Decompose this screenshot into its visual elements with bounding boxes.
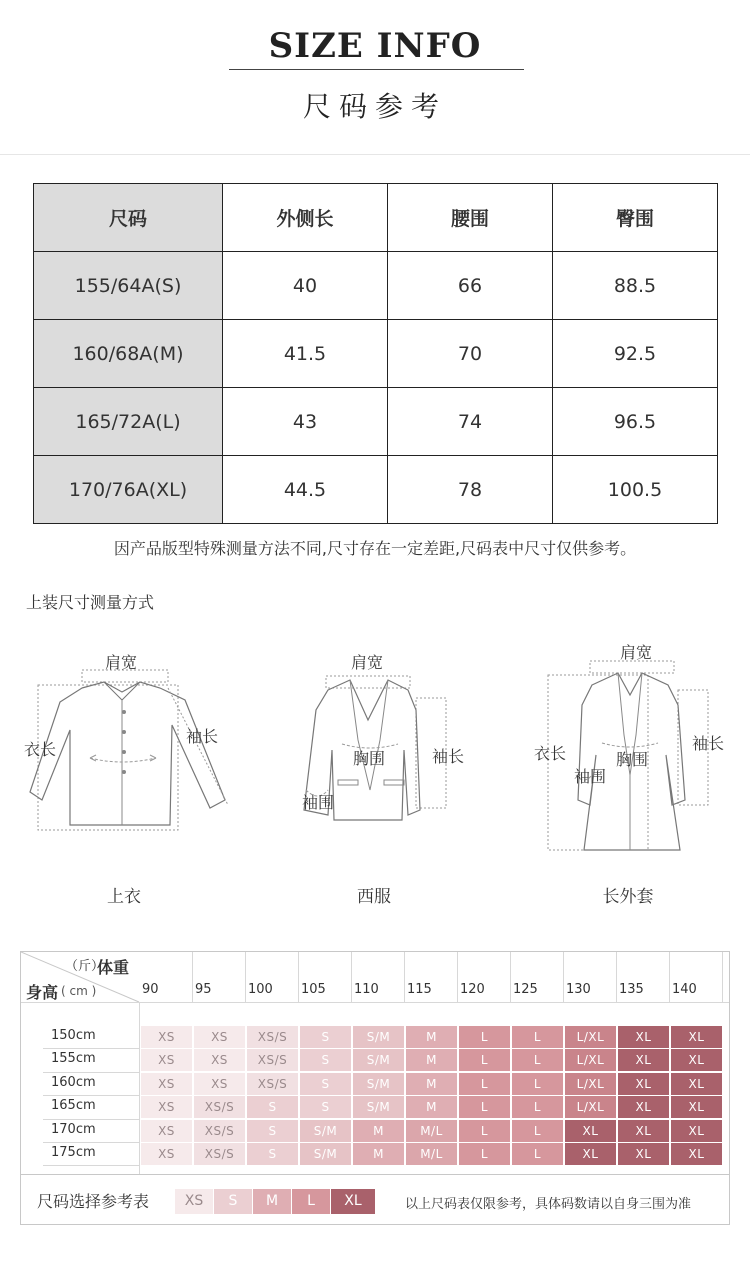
legend-swatch: M <box>253 1189 291 1214</box>
waist-cell: 66 <box>388 252 553 320</box>
weight-column-divider <box>404 952 405 1002</box>
size-cell: XS <box>141 1073 194 1095</box>
height-row-label: 165cm <box>51 1098 96 1114</box>
size-cell: XS <box>141 1096 194 1118</box>
weight-column-divider <box>669 952 670 1002</box>
size-cell: XS/S <box>247 1026 300 1048</box>
waist-cell: 70 <box>388 320 553 388</box>
size-cell: L <box>512 1026 565 1048</box>
size-cell: 155/64A(S) <box>34 252 223 320</box>
legend-note: 以上尺码表仅限参考，具体码数请以自身三围为准 <box>405 1197 692 1212</box>
size-cell: S/M <box>300 1120 353 1142</box>
size-cell: S <box>247 1120 300 1142</box>
waist-cell: 78 <box>388 456 553 524</box>
size-cell: XS/S <box>247 1049 300 1071</box>
label-shoulder: 肩宽 <box>105 653 138 672</box>
size-cell: L <box>459 1073 512 1095</box>
size-cell: XS <box>194 1073 247 1095</box>
size-cell: M <box>353 1120 406 1142</box>
size-cell: S/M <box>300 1143 353 1165</box>
weight-unit: （斤） <box>65 959 105 974</box>
size-cell: S/M <box>353 1026 406 1048</box>
legend-swatch: XL <box>331 1189 375 1214</box>
size-cell: XL <box>671 1073 724 1095</box>
size-cell: S <box>300 1049 353 1071</box>
size-cell: L <box>459 1096 512 1118</box>
label-sleeve: 袖长 <box>186 727 219 746</box>
height-row-divider <box>43 1095 140 1096</box>
height-unit: ( cm ) <box>61 984 97 998</box>
size-cell: S <box>247 1096 300 1118</box>
measure-section-title: 上装尺寸测量方式 <box>26 593 155 612</box>
size-selection-chart <box>20 951 730 1225</box>
size-cell: XS/S <box>194 1120 247 1142</box>
caption-suit: 西服 <box>357 887 391 907</box>
height-label: 身高 <box>26 983 59 1002</box>
weight-header: 130 <box>566 982 591 997</box>
outseam-cell: 44.5 <box>223 456 388 524</box>
size-cell: S <box>247 1143 300 1165</box>
weight-column-divider <box>616 952 617 1002</box>
weight-header: 115 <box>407 982 432 997</box>
height-row-label: 170cm <box>51 1121 96 1137</box>
height-row-label: 150cm <box>51 1028 96 1043</box>
size-cell: M/L <box>406 1120 459 1142</box>
size-cell: XL <box>618 1120 671 1142</box>
weight-column-divider <box>563 952 564 1002</box>
header-hip: 臀围 <box>553 184 718 252</box>
size-cell: XS/S <box>194 1096 247 1118</box>
label-sleeve: 袖长 <box>692 734 725 753</box>
label-length: 衣长 <box>24 740 57 759</box>
height-row-label: 160cm <box>51 1074 96 1090</box>
size-cell: S/M <box>353 1096 406 1118</box>
size-cell: XS <box>194 1026 247 1048</box>
table-row <box>34 388 718 456</box>
size-cell: XS <box>194 1049 247 1071</box>
size-cell: XL <box>671 1049 724 1071</box>
size-cell: L <box>512 1143 565 1165</box>
size-cell: XS <box>141 1026 194 1048</box>
size-cell: S/M <box>353 1049 406 1071</box>
hip-cell: 92.5 <box>553 320 718 388</box>
size-cell: M <box>406 1096 459 1118</box>
outseam-cell: 40 <box>223 252 388 320</box>
caption-coat: 长外套 <box>602 887 654 907</box>
weight-label: 体重 <box>97 958 130 977</box>
legend-title: 尺码选择参考表 <box>37 1192 150 1211</box>
hip-cell: 88.5 <box>553 252 718 320</box>
label-shoulder: 肩宽 <box>620 643 653 662</box>
size-cell: L <box>459 1143 512 1165</box>
size-cell: XL <box>618 1073 671 1095</box>
size-cell: L <box>512 1073 565 1095</box>
size-cell: S/M <box>353 1073 406 1095</box>
size-cell: M <box>406 1073 459 1095</box>
size-cell: M/L <box>406 1143 459 1165</box>
label-sleeve-width: 袖围 <box>302 793 335 812</box>
hip-cell: 96.5 <box>553 388 718 456</box>
size-cell: 165/72A(L) <box>34 388 223 456</box>
weight-header: 95 <box>195 982 212 997</box>
weight-header: 105 <box>301 982 326 997</box>
size-cell: S <box>300 1073 353 1095</box>
title-en: SIZE INFO <box>268 26 482 66</box>
height-row-divider <box>43 1165 140 1166</box>
size-cell: L <box>512 1096 565 1118</box>
size-cell: L <box>459 1049 512 1071</box>
outseam-cell: 43 <box>223 388 388 456</box>
size-table-header <box>34 184 718 252</box>
size-cell: XS <box>141 1049 194 1071</box>
weight-header: 100 <box>248 982 273 997</box>
size-cell: L <box>459 1026 512 1048</box>
size-cell: XL <box>618 1096 671 1118</box>
outseam-cell: 41.5 <box>223 320 388 388</box>
label-chest: 胸围 <box>616 750 649 769</box>
size-cell: XS <box>141 1143 194 1165</box>
size-cell: L/XL <box>565 1026 618 1048</box>
weight-column-divider <box>510 952 511 1002</box>
size-table <box>33 183 718 524</box>
weight-header: 135 <box>619 982 644 997</box>
weight-header: 120 <box>460 982 485 997</box>
size-cell: L <box>512 1120 565 1142</box>
size-cell: L/XL <box>565 1096 618 1118</box>
size-cell: M <box>406 1026 459 1048</box>
waist-cell: 74 <box>388 388 553 456</box>
height-row-divider <box>43 1048 140 1049</box>
legend-divider <box>21 1174 729 1175</box>
suit-figure <box>298 640 465 840</box>
legend-swatch: L <box>292 1189 330 1214</box>
size-cell: XL <box>671 1143 724 1165</box>
size-cell: XL <box>671 1120 724 1142</box>
table-row <box>34 252 718 320</box>
size-cell: XS/S <box>247 1073 300 1095</box>
label-sleeve-width: 袖围 <box>574 767 607 786</box>
weight-header: 125 <box>513 982 538 997</box>
height-row-divider <box>43 1072 140 1073</box>
label-sleeve: 袖长 <box>432 747 465 766</box>
size-cell: XL <box>618 1143 671 1165</box>
weight-column-divider <box>457 952 458 1002</box>
height-row-label: 155cm <box>51 1051 96 1067</box>
height-row-divider <box>43 1119 140 1120</box>
weight-column-divider <box>351 952 352 1002</box>
page-header <box>0 0 750 155</box>
size-cell: 160/68A(M) <box>34 320 223 388</box>
weight-column-divider <box>298 952 299 1002</box>
size-cell: S <box>300 1096 353 1118</box>
title-divider <box>229 69 524 70</box>
size-cell: XL <box>671 1026 724 1048</box>
height-row-divider <box>43 1142 140 1143</box>
legend-swatch: S <box>214 1189 252 1214</box>
size-cell: M <box>353 1143 406 1165</box>
size-cell: L/XL <box>565 1073 618 1095</box>
size-cell: XL <box>618 1049 671 1071</box>
size-cell: XL <box>618 1026 671 1048</box>
hip-cell: 100.5 <box>553 456 718 524</box>
coat-figure <box>530 635 735 865</box>
size-cell: S <box>300 1026 353 1048</box>
size-cell: XL <box>565 1120 618 1142</box>
legend-swatch: XS <box>175 1189 213 1214</box>
size-note: 因产品版型特殊测量方法不同,尺寸存在一定差距,尺码表中尺寸仅供参考。 <box>113 539 637 558</box>
caption-shirt: 上衣 <box>107 887 141 907</box>
weight-column-divider <box>722 952 723 1002</box>
height-row-label: 175cm <box>51 1145 96 1160</box>
size-cell: L/XL <box>565 1049 618 1071</box>
weight-column-divider <box>192 952 193 1002</box>
size-cell: L <box>512 1049 565 1071</box>
size-cell: 170/76A(XL) <box>34 456 223 524</box>
size-cell: XS <box>141 1120 194 1142</box>
title-cn: 尺码参考 <box>302 90 447 123</box>
header-outseam: 外侧长 <box>223 184 388 252</box>
height-column-divider <box>139 1002 140 1175</box>
weight-column-divider <box>245 952 246 1002</box>
size-cell: XL <box>671 1096 724 1118</box>
weight-header: 90 <box>142 982 159 997</box>
label-length: 衣长 <box>534 744 567 763</box>
size-cell: M <box>406 1049 459 1071</box>
weight-header: 110 <box>354 982 379 997</box>
size-cell: XS/S <box>194 1143 247 1165</box>
header-waist: 腰围 <box>388 184 553 252</box>
table-row <box>34 456 718 524</box>
size-cell: XL <box>565 1143 618 1165</box>
weight-header: 140 <box>672 982 697 997</box>
shirt-figure <box>20 640 235 840</box>
header-size: 尺码 <box>34 184 223 252</box>
header-divider <box>21 1002 729 1003</box>
label-chest: 胸围 <box>353 749 386 768</box>
size-cell: L <box>459 1120 512 1142</box>
table-row <box>34 320 718 388</box>
label-shoulder: 肩宽 <box>351 653 384 672</box>
